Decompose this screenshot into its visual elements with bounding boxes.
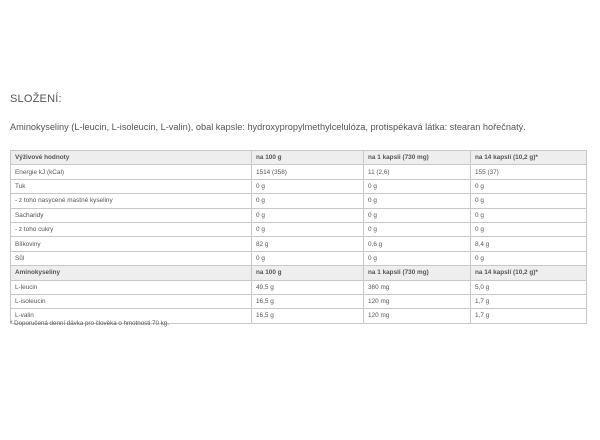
table-row <box>11 280 587 294</box>
table-cell: 0 g <box>471 222 587 236</box>
table-cell: 0 g <box>471 208 587 222</box>
table-cell: - z toho nasycené mastné kyseliny <box>11 194 252 208</box>
table-cell: Bílkoviny <box>11 237 252 251</box>
table-row <box>11 194 587 208</box>
table-cell: 0 g <box>252 179 364 193</box>
table-cell: 0 g <box>471 179 587 193</box>
header-cell: Aminokyseliny <box>11 266 252 280</box>
table-cell: 1,7 g <box>471 309 587 323</box>
table-cell: 0 g <box>252 251 364 265</box>
table-cell: 16,5 g <box>252 294 364 308</box>
ingredients-text: Aminokyseliny (L-leucin, L-isoleucin, L-valin), obal kapsle: hydroxypropylmethylcelulóza, protispékavá látka: stearan hořečnatý. <box>10 122 526 132</box>
table-cell: 82 g <box>252 237 364 251</box>
table-cell: - z toho cukry <box>11 222 252 236</box>
table-cell: L-isoleucin <box>11 294 252 308</box>
table-cell: 120 mg <box>364 294 471 308</box>
table-cell: 1,7 g <box>471 294 587 308</box>
table-cell: 120 mg <box>364 309 471 323</box>
table-cell: 0 g <box>471 251 587 265</box>
header-cell: na 100 g <box>252 151 364 165</box>
table-cell: L-valin <box>11 309 252 323</box>
table-cell: 0 g <box>364 208 471 222</box>
table-row <box>11 251 587 265</box>
table-cell: 0 g <box>364 194 471 208</box>
header-cell: na 14 kapslí (10,2 g)* <box>471 266 587 280</box>
header-cell: na 1 kapsli (730 mg) <box>364 151 471 165</box>
table-cell: 0 g <box>364 251 471 265</box>
table-cell: L-leucin <box>11 280 252 294</box>
table-cell: Energie kJ (kCal) <box>11 165 252 179</box>
table-cell: Sůl <box>11 251 252 265</box>
table-cell: 0 g <box>364 179 471 193</box>
footnote: * Doporučená denní dávka pro člověka o hmotnosti 70 kg. <box>10 320 169 327</box>
table-cell: 0,6 g <box>364 237 471 251</box>
header-cell: na 1 kapsli (730 mg) <box>364 266 471 280</box>
table-row <box>11 165 587 179</box>
header-cell: na 14 kapslí (10,2 g)* <box>471 151 587 165</box>
table-row <box>11 208 587 222</box>
amino-header-row <box>11 266 587 280</box>
table-row <box>11 237 587 251</box>
table-cell: Tuk <box>11 179 252 193</box>
composition-heading: SLOŽENÍ: <box>10 93 62 105</box>
table-cell: 11 (2,6) <box>364 165 471 179</box>
nutrition-table <box>10 150 587 324</box>
table-cell: 0 g <box>252 222 364 236</box>
table-cell: Sacharidy <box>11 208 252 222</box>
table-cell: 16,5 g <box>252 309 364 323</box>
table-cell: 155 (37) <box>471 165 587 179</box>
table-cell: 1514 (358) <box>252 165 364 179</box>
table-cell: 0 g <box>252 194 364 208</box>
table-cell: 8,4 g <box>471 237 587 251</box>
table-cell: 0 g <box>364 222 471 236</box>
nutrition-header-row <box>11 151 587 165</box>
table-row <box>11 179 587 193</box>
table-row <box>11 222 587 236</box>
table-cell: 0 g <box>471 194 587 208</box>
table-cell: 49,5 g <box>252 280 364 294</box>
table-cell: 5,0 g <box>471 280 587 294</box>
header-cell: na 100 g <box>252 266 364 280</box>
table-cell: 360 mg <box>364 280 471 294</box>
table-cell: 0 g <box>252 208 364 222</box>
header-cell: Výživové hodnoty <box>11 151 252 165</box>
table-row <box>11 294 587 308</box>
